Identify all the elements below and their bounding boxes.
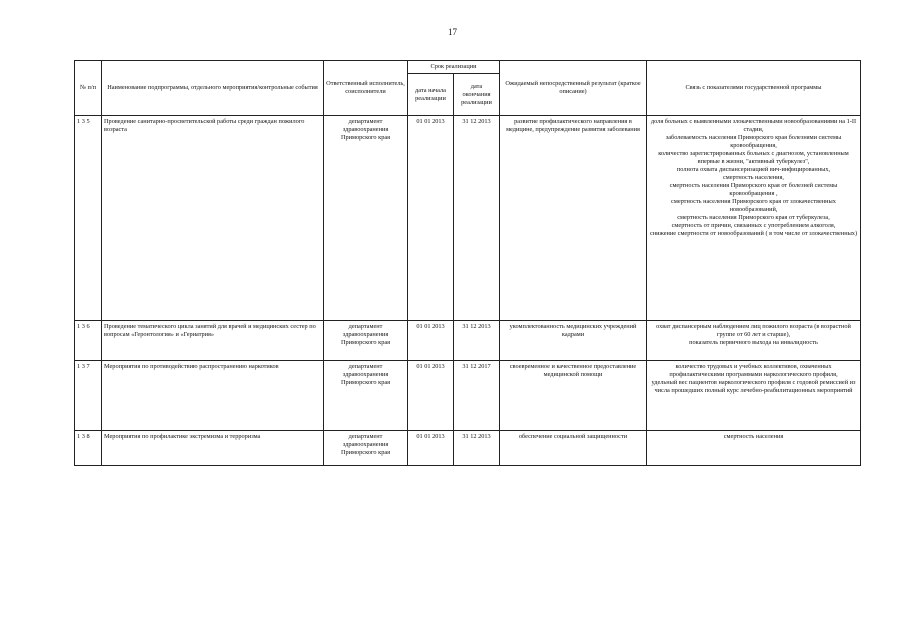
header-period: Срок реализации: [408, 61, 500, 74]
row-executor: департамент здравоохранения Приморского края: [324, 321, 408, 361]
program-table: [74, 60, 861, 466]
row-start: 01 01 2013: [408, 116, 454, 321]
row-executor: департамент здравоохранения Приморского края: [324, 431, 408, 466]
row-link: [647, 361, 861, 431]
row-link: [647, 321, 861, 361]
header-num: № п/п: [75, 61, 102, 116]
link-line: количество трудовых и учебных коллективов, охваченных профилактическими программами наркологического профиля,: [669, 363, 838, 378]
link-line: смертность населения: [723, 433, 784, 440]
row-end: 31 12 2013: [454, 431, 500, 466]
row-result: укомплектованность медицинских учреждений кадрами: [500, 321, 647, 361]
link-line: количество зарегистрированных больных с диагнозом, установленным впервые в жизни, "активный туберкулез",: [658, 150, 849, 165]
link-line: снижение смертности от новообразований ( в том числе от злокачественных): [649, 230, 858, 237]
link-line: смертность населения,: [722, 174, 785, 181]
row-name: Проведение санитарно-просветительской работы среди граждан пожилого возраста: [102, 116, 324, 321]
link-line: показатель первичного выхода на инвалидность: [689, 339, 818, 346]
row-result: своевременное и качественное предоставление медицинской помощи: [500, 361, 647, 431]
table-row: [75, 321, 861, 361]
table-row: [75, 116, 861, 321]
row-executor: департамент здравоохранения Приморского края: [324, 116, 408, 321]
link-line: заболеваемость населения Приморского края болезнями системы кровообращения,: [665, 134, 842, 149]
row-end: 31 12 2013: [454, 116, 500, 321]
row-num: 1 3 7: [75, 361, 102, 431]
link-line: удельный вес пациентов наркологического профиля с годовой ремиссией из числа прошедших полный курс лечебно-реабилитационных мероприятий: [651, 379, 856, 394]
link-line: смертность населения Приморского края от болезней системы кровообращения ,: [669, 182, 838, 197]
row-name: Проведение тематического цикла занятий для врачей и медицинских сестер по вопросам «Геронтология» и «Гериатрия»: [102, 321, 324, 361]
table-row: [75, 431, 861, 466]
row-start: 01 01 2013: [408, 321, 454, 361]
header-link: Связь с показателями государственной программы: [647, 61, 861, 116]
row-start: 01 01 2013: [408, 361, 454, 431]
row-num: 1 3 5: [75, 116, 102, 321]
row-result: обеспечение социальной защищенности: [500, 431, 647, 466]
row-link: [647, 116, 861, 321]
row-executor: департамент здравоохранения Приморского края: [324, 361, 408, 431]
header-row: [75, 61, 861, 74]
row-link: [647, 431, 861, 466]
page-number: 17: [448, 27, 457, 37]
header-result: Ожидаемый непосредственный результат (краткое описание): [500, 61, 647, 116]
row-num: 1 3 8: [75, 431, 102, 466]
header-start: дата начала реализации: [408, 74, 454, 116]
link-line: доля больных с выявленными злокачественными новообразованиями на 1-II стадии,: [650, 118, 857, 133]
table-row: [75, 361, 861, 431]
header-end: дата окончания реализации: [454, 74, 500, 116]
link-line: охват диспансерным наблюдением лиц пожилого возраста (в возрастной группе от 60 лет и старше),: [656, 323, 851, 338]
row-end: 31 12 2017: [454, 361, 500, 431]
row-name: Мероприятия по противодействию распространению наркотиков: [102, 361, 324, 431]
link-line: смертность от причин, связанных с употреблением алкоголя,: [671, 222, 836, 229]
row-num: 1 3 6: [75, 321, 102, 361]
row-start: 01 01 2013: [408, 431, 454, 466]
link-line: смертность населения Приморского края от туберкулеза,: [677, 214, 830, 221]
link-line: полнота охвата диспансеризацией вич-инфицированных,: [676, 166, 831, 173]
link-line: смертность населения Приморского края от злокачественных новообразований,: [671, 198, 836, 213]
row-result: развитие профилактического направления в медицине, предупреждение развития заболевания: [500, 116, 647, 321]
header-executor: Ответственный исполнитель, соисполнители: [324, 61, 408, 116]
row-name: Мероприятия по профилактике экстремизма и терроризма: [102, 431, 324, 466]
header-name: Наименование подпрограммы, отдельного мероприятия/контрольные события: [102, 61, 324, 116]
row-end: 31 12 2013: [454, 321, 500, 361]
